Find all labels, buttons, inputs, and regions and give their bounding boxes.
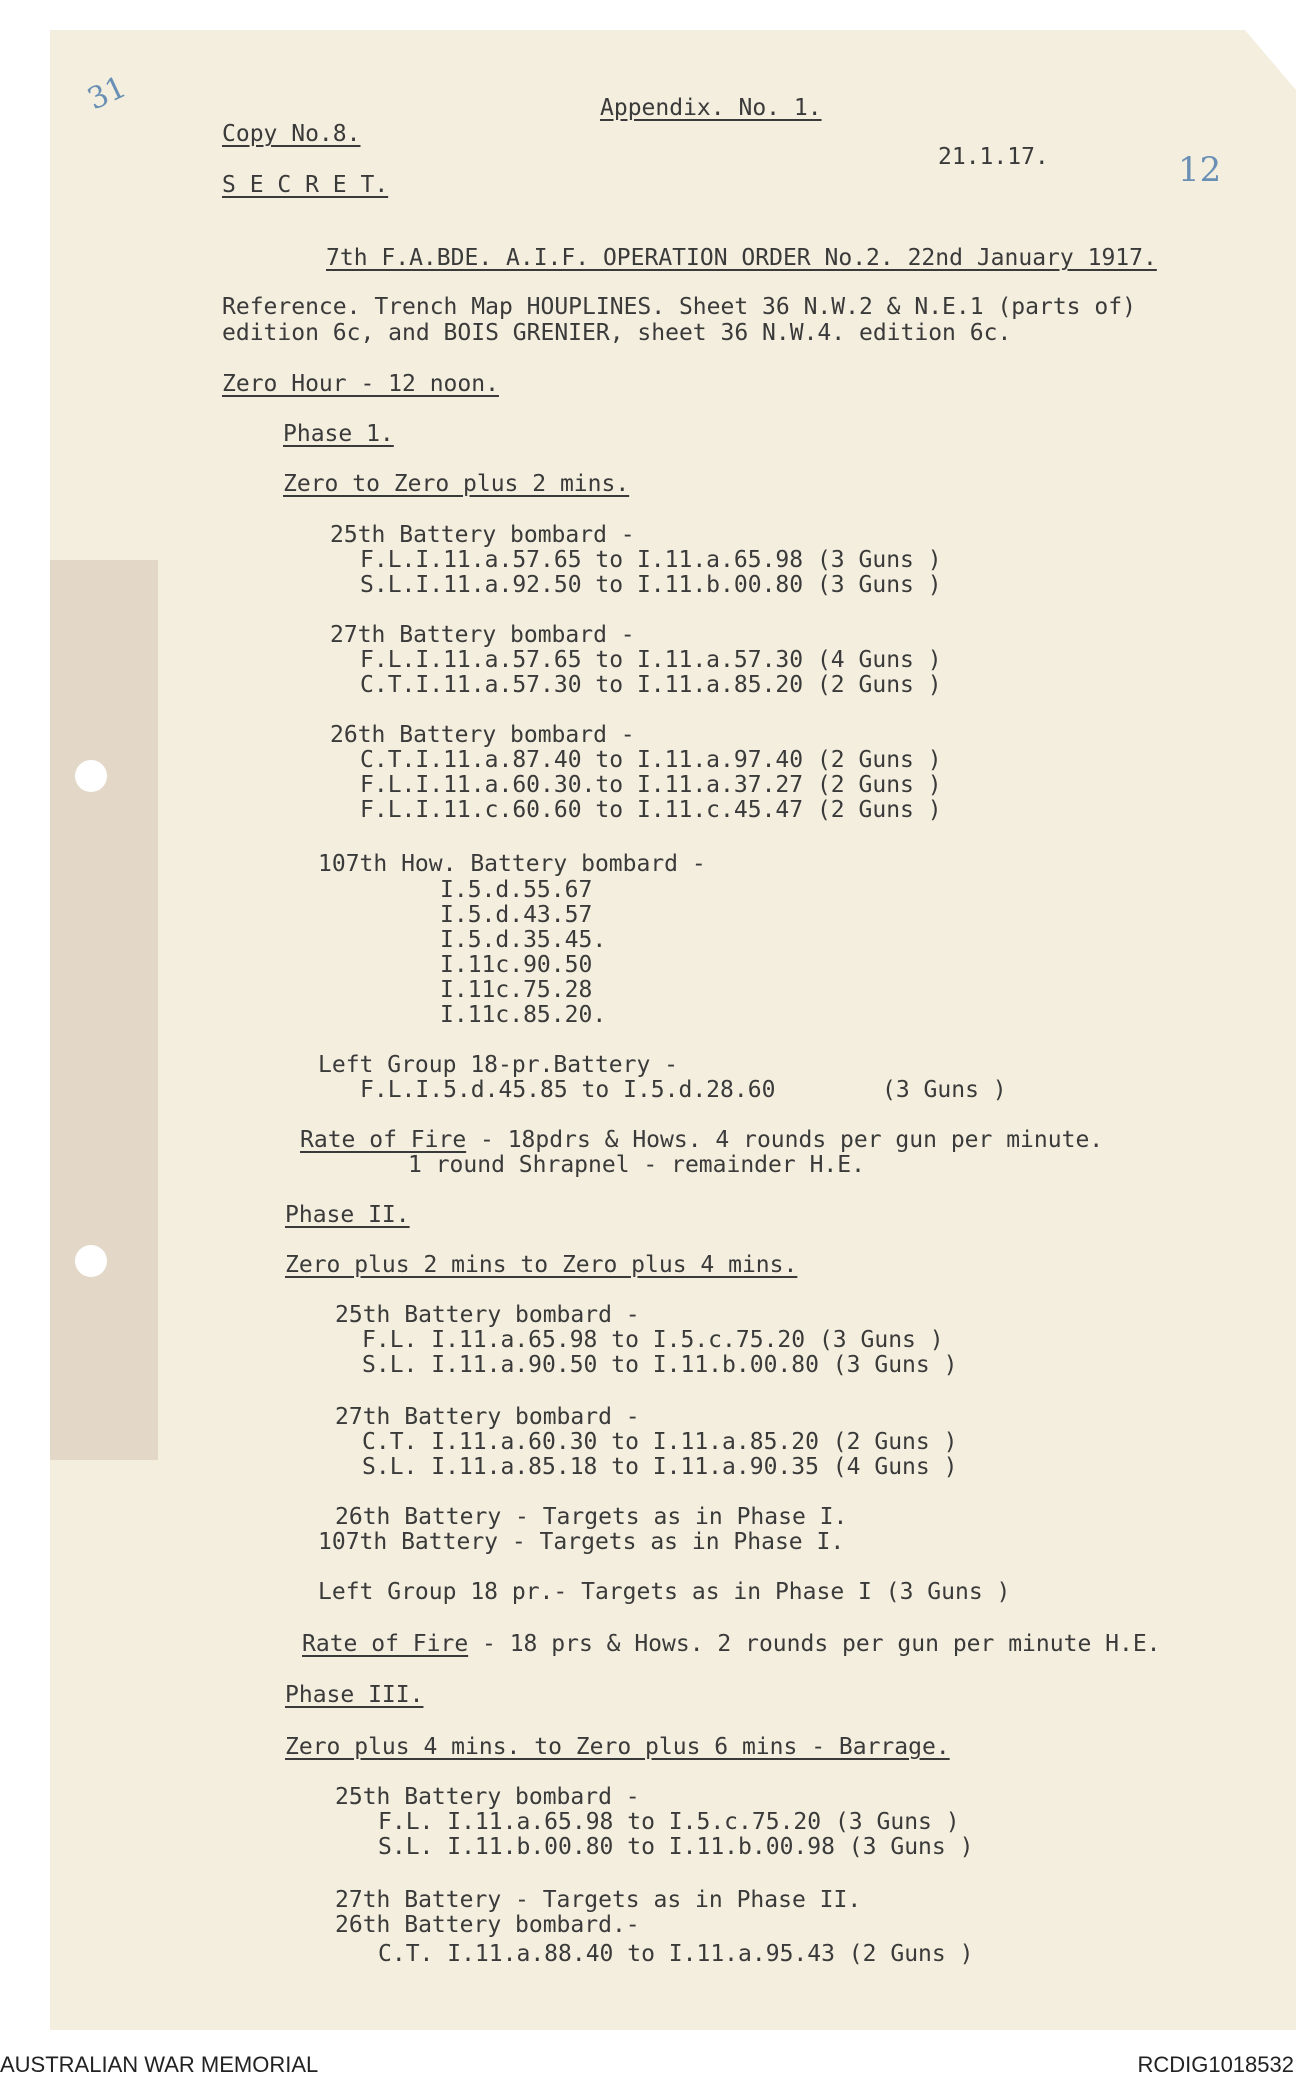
order-title: 7th F.A.BDE. A.I.F. OPERATION ORDER No.2. 22nd January 1917. <box>326 245 1157 271</box>
phase-2-heading: Phase II. <box>285 1202 410 1228</box>
reference-line-1: Reference. Trench Map HOUPLINES. Sheet 36 N.W.2 & N.E.1 (parts of) <box>222 294 1136 320</box>
p1-107th-battery-heading: 107th How. Battery bombard - <box>318 851 706 877</box>
rate-of-fire-label: Rate of Fire <box>300 1127 467 1153</box>
p1-left-group-heading: Left Group 18-pr.Battery - <box>318 1052 679 1078</box>
p1-27th-battery-heading: 27th Battery bombard - <box>330 622 635 648</box>
p1-107th-target: I.11c.75.28 <box>440 977 593 1003</box>
p1-107th-target: I.5.d.43.57 <box>440 902 593 928</box>
p1-rate-of-fire <box>300 1128 1103 1153</box>
p3-26th-target-1: C.T. I.11.a.88.40 to I.11.a.95.43 (2 Guns ) <box>378 1941 974 1967</box>
p2-27th-target-1: C.T. I.11.a.60.30 to I.11.a.85.20 (2 Guns ) <box>362 1429 958 1455</box>
copy-number: Copy No.8. <box>222 121 361 147</box>
p2-rate-of-fire <box>302 1632 1161 1657</box>
p1-26th-target-3: F.L.I.11.c.60.60 to I.11.c.45.47 (2 Guns ) <box>360 797 942 823</box>
p3-25th-target-1: F.L. I.11.a.65.98 to I.5.c.75.20 (3 Guns ) <box>378 1809 960 1835</box>
p3-25th-target-2: S.L. I.11.b.00.80 to I.11.b.00.98 (3 Guns ) <box>378 1834 974 1860</box>
p1-25th-target-2: S.L.I.11.a.92.50 to I.11.b.00.80 (3 Guns ) <box>360 572 942 598</box>
p1-left-group-guns: (3 Guns ) <box>882 1077 1007 1103</box>
phase-1-time: Zero to Zero plus 2 mins. <box>283 471 630 497</box>
p1-26th-battery-heading: 26th Battery bombard - <box>330 722 635 748</box>
p2-107th-battery: 107th Battery - Targets as in Phase I. <box>318 1529 845 1555</box>
phase-3-time: Zero plus 4 mins. to Zero plus 6 mins - Barrage. <box>285 1734 950 1760</box>
p1-left-group-target: F.L.I.5.d.45.85 to I.5.d.28.60 <box>360 1077 776 1103</box>
punch-hole-lower <box>75 1245 107 1277</box>
pencil-folio-number: 31 <box>82 69 132 118</box>
p2-25th-battery-heading: 25th Battery bombard - <box>335 1302 640 1328</box>
p3-25th-battery-heading: 25th Battery bombard - <box>335 1784 640 1810</box>
zero-hour: Zero Hour - 12 noon. <box>222 371 499 397</box>
p3-27th-battery: 27th Battery - Targets as in Phase II. <box>335 1887 862 1913</box>
punch-hole-upper <box>75 760 107 792</box>
document-date: 21.1.17. <box>938 144 1049 170</box>
p1-25th-target-1: F.L.I.11.a.57.65 to I.11.a.65.98 (3 Guns ) <box>360 547 942 573</box>
binding-shadow <box>50 560 158 1460</box>
phase-2-time: Zero plus 2 mins to Zero plus 4 mins. <box>285 1252 798 1278</box>
p1-107th-target: I.5.d.55.67 <box>440 877 593 903</box>
rate-of-fire-text: - 18pdrs & Hows. 4 rounds per gun per minute. <box>466 1127 1104 1153</box>
rate-of-fire-text: - 18 prs & Hows. 2 rounds per gun per minute H.E. <box>468 1631 1161 1657</box>
phase-3-heading: Phase III. <box>285 1682 424 1708</box>
p1-27th-target-1: F.L.I.11.a.57.65 to I.11.a.57.30 (4 Guns ) <box>360 647 942 673</box>
p2-25th-target-2: S.L. I.11.a.90.50 to I.11.b.00.80 (3 Guns ) <box>362 1352 958 1378</box>
p2-27th-target-2: S.L. I.11.a.85.18 to I.11.a.90.35 (4 Guns ) <box>362 1454 958 1480</box>
p2-26th-battery: 26th Battery - Targets as in Phase I. <box>335 1504 848 1530</box>
pencil-page-number: 12 <box>1178 150 1222 190</box>
phase-1-heading: Phase 1. <box>283 421 394 447</box>
p1-107th-target: I.11c.85.20. <box>440 1002 607 1028</box>
p1-27th-target-2: C.T.I.11.a.57.30 to I.11.a.85.20 (2 Guns ) <box>360 672 942 698</box>
p1-26th-target-1: C.T.I.11.a.87.40 to I.11.a.97.40 (2 Guns ) <box>360 747 942 773</box>
p2-left-group: Left Group 18 pr.- Targets as in Phase I (3 Guns ) <box>318 1579 1011 1605</box>
p1-107th-target: I.5.d.35.45. <box>440 927 607 953</box>
p1-107th-target: I.11c.90.50 <box>440 952 593 978</box>
p2-27th-battery-heading: 27th Battery bombard - <box>335 1404 640 1430</box>
p2-25th-target-1: F.L. I.11.a.65.98 to I.5.c.75.20 (3 Guns ) <box>362 1327 944 1353</box>
footer-source: AUSTRALIAN WAR MEMORIAL <box>0 2052 319 2077</box>
appendix-heading: Appendix. No. 1. <box>600 95 822 121</box>
p3-26th-battery-heading: 26th Battery bombard.- <box>335 1912 640 1938</box>
reference-line-2: edition 6c, and BOIS GRENIER, sheet 36 N.W.4. edition 6c. <box>222 320 1012 346</box>
footer-item-id: RCDIG1018532 <box>1137 2052 1294 2077</box>
p1-25th-battery-heading: 25th Battery bombard - <box>330 522 635 548</box>
secret-label: S E C R E T. <box>222 172 389 198</box>
p1-26th-target-2: F.L.I.11.a.60.30.to I.11.a.37.27 (2 Guns ) <box>360 772 942 798</box>
p1-rate-of-fire-line-2: 1 round Shrapnel - remainder H.E. <box>408 1152 865 1178</box>
rate-of-fire-label: Rate of Fire <box>302 1631 469 1657</box>
